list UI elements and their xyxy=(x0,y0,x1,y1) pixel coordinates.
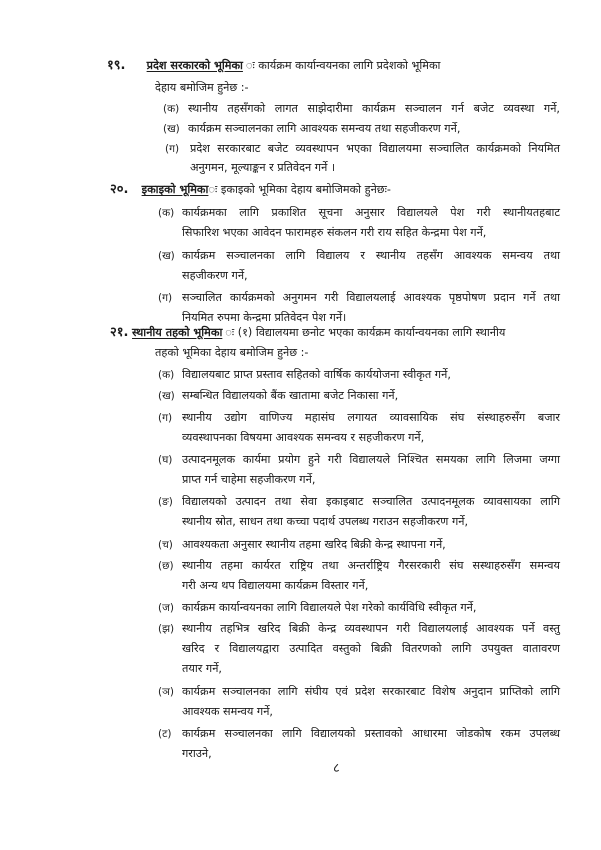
section-title: इकाइको भूमिका xyxy=(141,183,209,196)
item-label: (ज) xyxy=(158,602,174,614)
section-21-intro-cont: तहको भूमिका देहाय बमोजिम हुनेछ :- xyxy=(155,346,309,359)
list-item-cont: खरिद र विद्यालयद्वारा उत्पादित वस्तुको बिक्री वितरणको लागि उपयुक्त वातावरण xyxy=(182,642,560,655)
list-item-cont: व्यवस्थापनका विषयमा आवश्यक समन्वय र सहजीकरण गर्ने, xyxy=(182,431,425,444)
section-number: २१. xyxy=(110,325,129,340)
list-item-cont: प्राप्त गर्न चाहेमा सहजीकरण गर्ने, xyxy=(182,473,316,486)
section-number: १९. xyxy=(107,58,126,73)
list-item-cont: अनुगमन, मूल्याङ्कन र प्रतिवेदन गर्ने । xyxy=(190,161,336,174)
list-item: स्थानीय तहभित्र खरिद बिक्री केन्द्र व्यवस्थापन गरी विद्यालयलाई आवश्यक पर्ने वस्तु xyxy=(182,622,560,635)
list-item: विद्यालयबाट प्राप्त प्रस्ताव सहितको वार्षिक कार्ययोजना स्वीकृत गर्ने, xyxy=(182,368,451,381)
list-item: कार्यक्रमका लागि प्रकाशित सूचना अनुसार विद्यालयले पेश गरी स्थानीयतहबाट xyxy=(182,206,560,219)
section-21-heading xyxy=(110,325,505,341)
section-19-intro-cont: देहाय बमोजिम हुनेछ :- xyxy=(155,81,249,94)
section-intro: ः इकाइको भूमिका देहाय बमोजिमको हुनेछः- xyxy=(208,183,391,196)
section-number: २०. xyxy=(110,182,129,197)
item-label: (ट) xyxy=(158,728,172,740)
item-label: (ख) xyxy=(158,390,175,402)
item-label: (ञ) xyxy=(158,686,174,698)
section-intro: ः कार्यक्रम कार्यान्वयनका लागि प्रदेशको भूमिका xyxy=(242,59,441,72)
item-label: (घ) xyxy=(158,454,173,466)
item-label: (ख) xyxy=(163,123,180,135)
item-label: (ग) xyxy=(165,143,180,155)
list-item-cont: गराउने, xyxy=(182,747,212,760)
list-item-cont: स्थानीय स्रोत, साधन तथा कच्चा पदार्थ उपलब्ध गराउन सहजीकरण गर्ने, xyxy=(182,515,469,528)
page-number: ८ xyxy=(333,761,340,776)
item-label: (ग) xyxy=(158,412,173,424)
section-19-heading xyxy=(107,58,440,74)
list-item: कार्यक्रम कार्यान्वयनका लागि विद्यालयले पेश गरेको कार्यविधि स्वीकृत गर्ने, xyxy=(182,601,477,614)
list-item: सम्बन्धित विद्यालयको बैंक खातामा बजेट निकासा गर्ने, xyxy=(182,389,399,402)
item-label: (क) xyxy=(163,103,180,115)
item-label: (छ) xyxy=(158,560,174,572)
list-item: कार्यक्रम सञ्चालनका लागि विद्यालयको प्रस्तावको आधारमा जोडकोष रकम उपलब्ध xyxy=(182,727,560,740)
list-item: कार्यक्रम सञ्चालनका लागि आवश्यक समन्वय तथा सहजीकरण गर्ने, xyxy=(188,122,461,135)
list-item: सञ्चालित कार्यक्रमको अनुगमन गरी विद्यालयलाई आवश्यक पृष्ठपोषण प्रदान गर्ने तथा xyxy=(182,291,560,304)
list-item-cont: आवश्यक समन्वय गर्ने, xyxy=(182,705,273,718)
section-title: स्थानीय तहको भूमिका xyxy=(132,326,223,339)
list-item: विद्यालयको उत्पादन तथा सेवा इकाइबाट सञ्चालित उत्पादनमूलक व्यावसायका लागि xyxy=(182,495,560,508)
item-label: (क) xyxy=(158,369,175,381)
item-label: (ङ) xyxy=(158,496,173,508)
section-20-heading xyxy=(110,182,391,198)
list-item: स्थानीय उद्योग वाणिज्य महासंघ लगायत व्यावसायिक संघ संस्थाहरुसँग बजार xyxy=(182,411,560,424)
item-label: (क) xyxy=(158,207,175,219)
list-item: स्थानीय तहसँगको लागत साझेदारीमा कार्यक्रम सञ्चालन गर्न बजेट व्यवस्था गर्ने, xyxy=(188,102,560,115)
list-item: स्थानीय तहमा कार्यरत राष्ट्रिय तथा अन्तर्राष्ट्रिय गैरसरकारी संघ सस्थाहरुसँग समन्वय xyxy=(182,559,560,572)
item-label: (च) xyxy=(158,539,173,551)
item-label: (झ) xyxy=(158,623,175,635)
section-title: प्रदेश सरकारको भूमिका xyxy=(146,59,243,72)
list-item-cont: तयार गर्ने, xyxy=(182,662,222,675)
list-item: उत्पादनमूलक कार्यमा प्रयोग हुने गरी विद्यालयले निश्चित समयका लागि लिजमा जग्गा xyxy=(182,453,560,466)
list-item: आवश्यकता अनुसार स्थानीय तहमा खरिद बिक्री केन्द्र स्थापना गर्ने, xyxy=(182,538,446,551)
list-item: कार्यक्रम सञ्चालनका लागि विद्यालय र स्थानीय तहसँग आवश्यक समन्वय तथा xyxy=(182,249,560,262)
list-item-cont: सहजीकरण गर्ने, xyxy=(182,269,248,282)
item-label: (ग) xyxy=(158,292,173,304)
item-label: (ख) xyxy=(158,250,175,262)
section-intro: ः (१) विद्यालयमा छनोट भएका कार्यक्रम कार्यान्वयनका लागि स्थानीय xyxy=(222,326,506,339)
list-item-cont: सिफारिश भएका आवेदन फारामहरु संकलन गरी राय सहित केन्द्रमा पेश गर्ने, xyxy=(182,226,487,239)
list-item-cont: गरी अन्य थप विद्यालयमा कार्यक्रम विस्तार गर्ने, xyxy=(182,579,369,592)
list-item: प्रदेश सरकारबाट बजेट व्यवस्थापन भएका विद्यालयमा सञ्चालित कार्यक्रमको नियमित xyxy=(190,142,560,155)
list-item: कार्यक्रम सञ्चालनका लागि संघीय एवं प्रदेश सरकारबाट विशेष अनुदान प्राप्तिको लागि xyxy=(182,685,560,698)
list-item-cont: नियमित रुपमा केन्द्रमा प्रतिवेदन पेश गर्ने। xyxy=(182,311,347,324)
